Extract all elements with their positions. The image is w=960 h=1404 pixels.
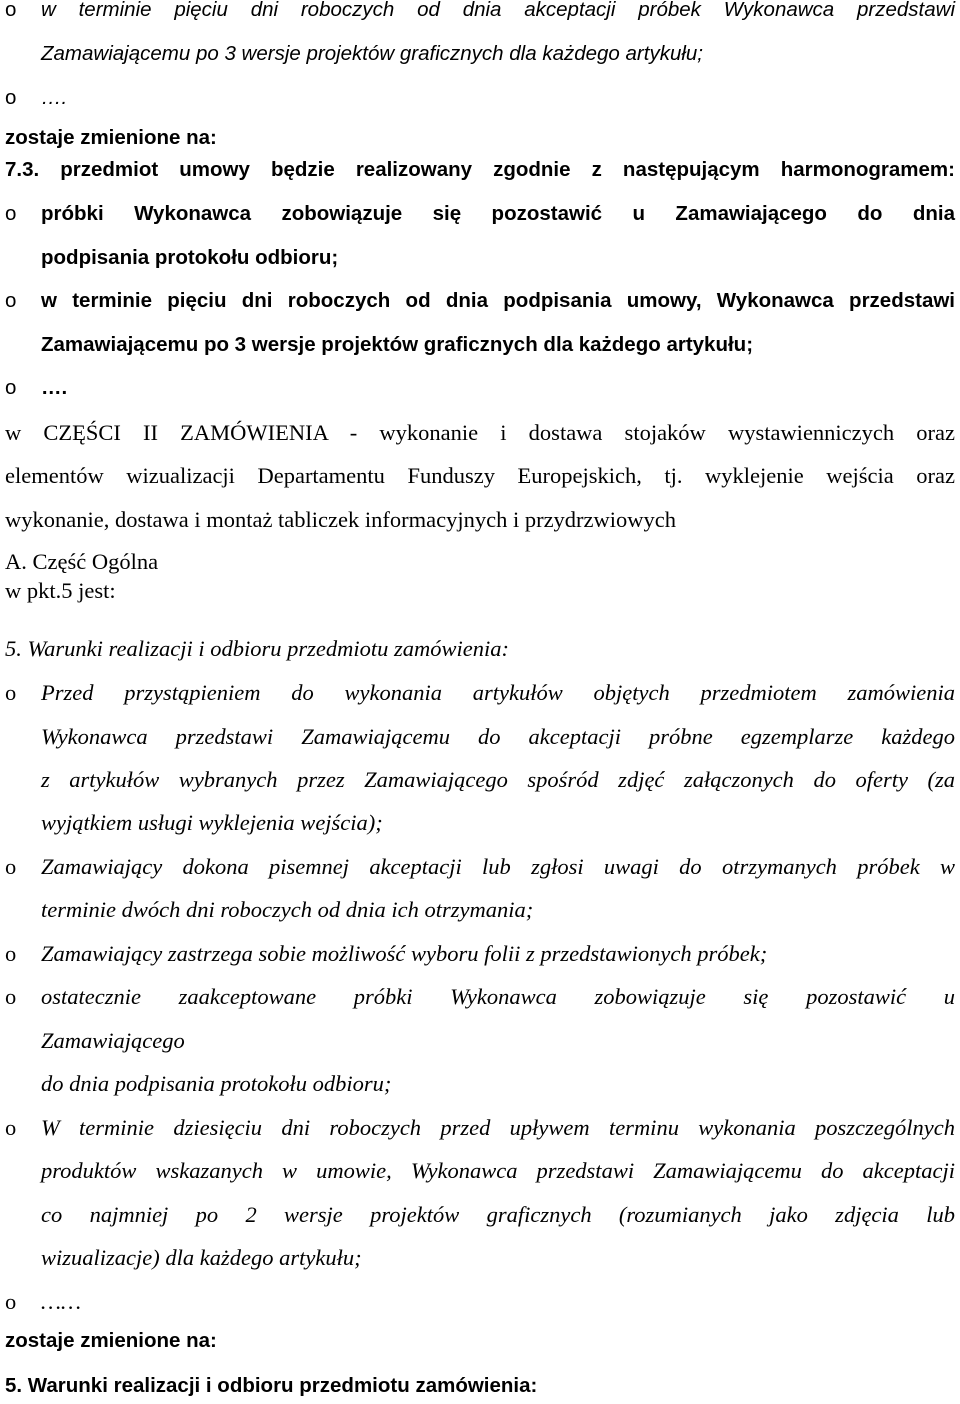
list-item-text: produktów wskazanych w umowie, Wykonawca przedstawi Zamawiającemu do akceptacji xyxy=(41,1158,955,1183)
list-item-text: co najmniej po 2 wersje projektów graficznych (rozumianych jako zdjęcia lub xyxy=(41,1202,955,1227)
list-item-text: Wykonawca przedstawi Zamawiającemu do akceptacji próbne egzemplarze każdego xyxy=(41,724,955,749)
amendment-label: zostaje zmienione na: xyxy=(5,126,217,149)
list-item-text: Zamawiającemu po 3 wersje projektów graficznych dla każdego artykułu; xyxy=(41,333,754,356)
bullet: o xyxy=(5,1115,17,1140)
bullet: o xyxy=(5,680,17,705)
list-item-text: Zamawiającemu po 3 wersje projektów graficznych dla każdego artykułu; xyxy=(41,42,704,65)
list-item-text: …. xyxy=(41,376,68,399)
list-item-text: próbki Wykonawca zobowiązuje się pozostawić u Zamawiającego do dnia xyxy=(41,202,955,225)
bullet: o xyxy=(5,86,17,109)
list-item-text: ostatecznie zaakceptowane próbki Wykonawca zobowiązuje się pozostawić u xyxy=(41,984,955,1009)
paragraph-text: elementów wizualizacji Departamentu Funduszy Europejskich, tj. wyklejenie wejścia oraz xyxy=(5,463,955,488)
heading-text: 5. Warunki realizacji i odbioru przedmiotu zamówienia: xyxy=(5,1374,538,1397)
bullet: o xyxy=(5,202,17,225)
list-item-text: wyjątkiem usługi wyklejenia wejścia); xyxy=(41,810,383,835)
point-reference-text: w pkt.5 jest: xyxy=(5,578,116,603)
paragraph-text: w CZĘŚCI II ZAMÓWIENIA - wykonanie i dostawa stojaków wystawienniczych oraz xyxy=(5,420,955,445)
list-item-text: w terminie pięciu dni roboczych od dnia akceptacji próbek Wykonawca przedstawi xyxy=(41,0,955,21)
bullet: o xyxy=(5,289,17,312)
list-item-text: do dnia podpisania protokołu odbioru; xyxy=(41,1071,392,1096)
list-item-text: Zamawiający zastrzega sobie możliwość wyboru folii z przedstawionych próbek; xyxy=(41,941,768,966)
bullet: o xyxy=(5,854,17,879)
list-item-text: z artykułów wybranych przez Zamawiającego spośród zdjęć załączonych do oferty (za xyxy=(41,767,955,792)
list-item-text: …. xyxy=(41,86,68,109)
list-item-text: W terminie dziesięciu dni roboczych przed upływem terminu wykonania poszczególnych xyxy=(41,1115,955,1140)
list-item-text: Zamawiający dokona pisemnej akceptacji lub zgłosi uwagi do otrzymanych próbek w xyxy=(41,854,955,879)
bullet: o xyxy=(5,1289,17,1314)
list-item-text: …… xyxy=(41,1289,82,1314)
list-item-text: wizualizacje) dla każdego artykułu; xyxy=(41,1245,362,1270)
list-item-text: Przed przystąpieniem do wykonania artykułów objętych przedmiotem zamówienia xyxy=(41,680,955,705)
heading-text: 5. Warunki realizacji i odbioru przedmiotu zamówienia: xyxy=(5,636,509,661)
bullet: o xyxy=(5,984,17,1009)
bullet: o xyxy=(5,941,17,966)
heading-text: 7.3. przedmiot umowy będzie realizowany zgodnie z następującym harmonogramem: xyxy=(5,158,955,181)
list-item-text: terminie dwóch dni roboczych od dnia ich otrzymania; xyxy=(41,897,534,922)
bullet: o xyxy=(5,376,17,399)
part-title-text: A. Część Ogólna xyxy=(5,549,159,574)
amendment-label: zostaje zmienione na: xyxy=(5,1329,217,1352)
paragraph-text: wykonanie, dostawa i montaż tabliczek informacyjnych i przydrzwiowych xyxy=(5,507,677,532)
list-item-text: w terminie pięciu dni roboczych od dnia podpisania umowy, Wykonawca przedstawi xyxy=(41,289,955,312)
list-item-text: Zamawiającego xyxy=(41,1028,185,1053)
bullet: o xyxy=(5,0,17,21)
list-item-text: podpisania protokołu odbioru; xyxy=(41,246,339,269)
